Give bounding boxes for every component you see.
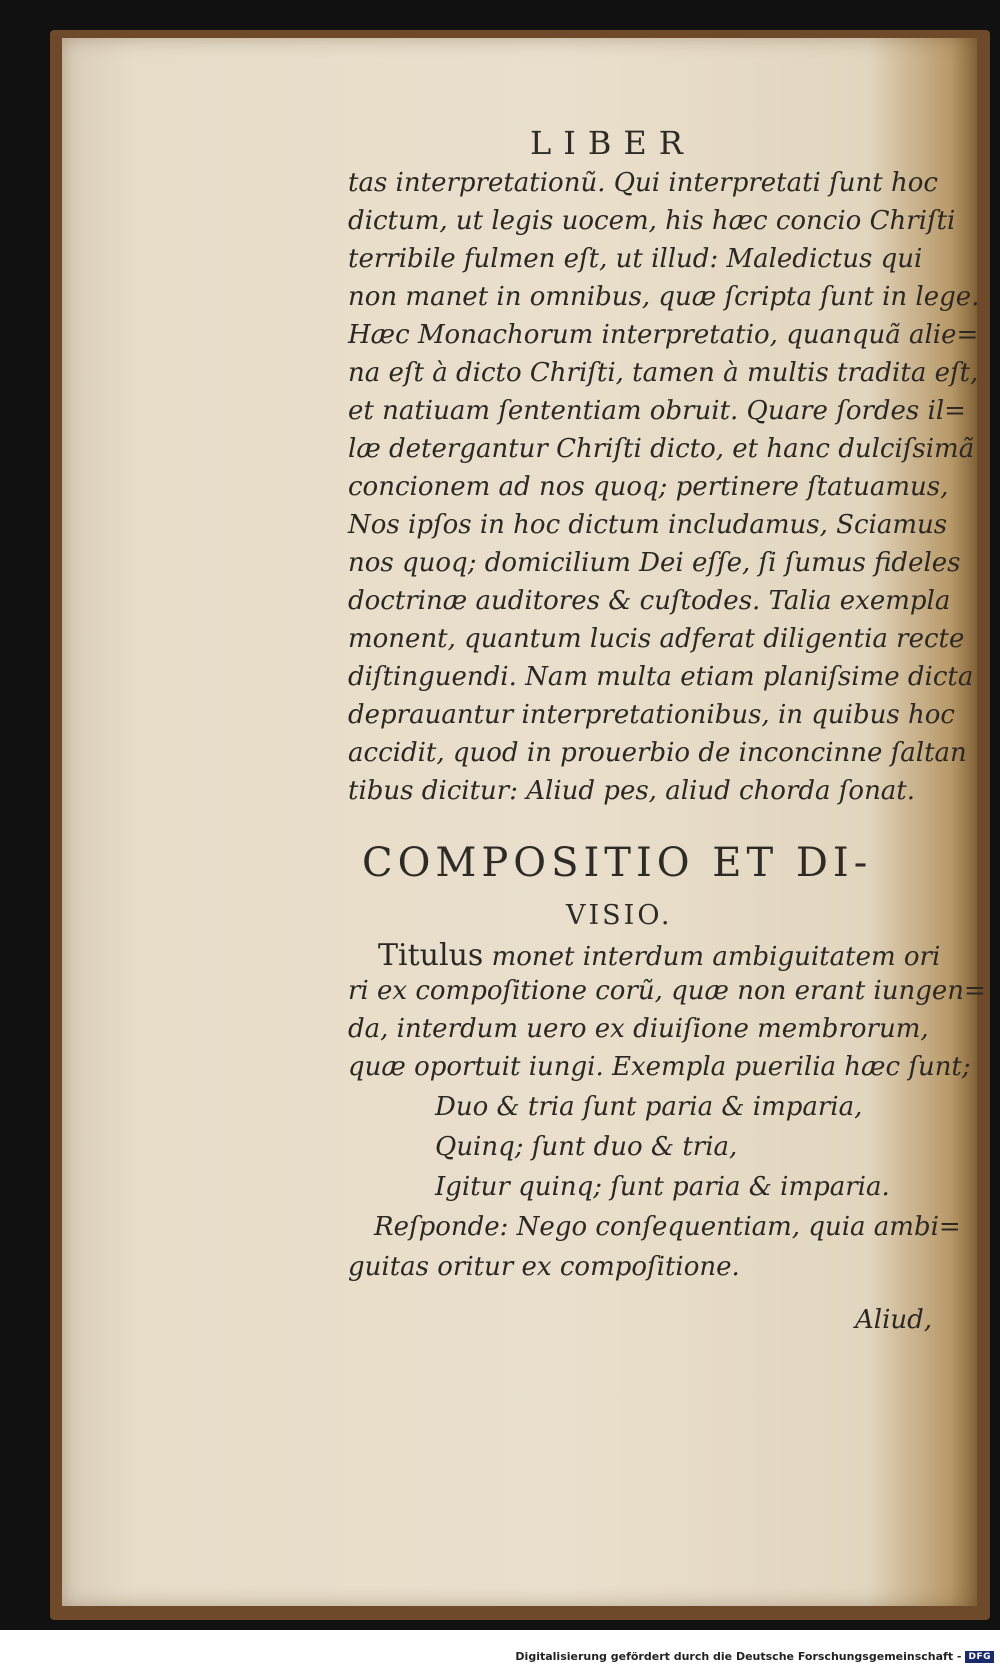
section-heading: COMPOSITIO ET DI- xyxy=(362,840,873,886)
body-line: nos quoq; domicilium Dei eſſe, ſi ſumus fideles xyxy=(348,548,961,578)
body-line: concionem ad nos quoq; pertinere ſtatuamus, xyxy=(348,472,949,502)
paragraph-line: quæ oportuit iungi. Exempla puerilia hæc ſunt; xyxy=(348,1052,971,1082)
body-line: dictum, ut legis uocem, his hæc concio Chriſti xyxy=(348,206,956,236)
digitization-credit xyxy=(515,1650,994,1663)
body-line: accidit, quod in prouerbio de inconcinne ſaltan xyxy=(348,738,967,768)
paragraph-first-line-rest: monet interdum ambiguitatem ori xyxy=(491,942,941,972)
body-line: deprauantur interpretationibus, in quibus hoc xyxy=(348,700,955,730)
body-line: diſtinguendi. Nam multa etiam planiſsime dicta xyxy=(348,662,974,692)
paragraph-line: ri ex compoſitione corũ, quæ non erant iungen= xyxy=(348,976,986,1006)
verse-line: Igitur quinq; ſunt paria & imparia. xyxy=(435,1172,890,1202)
body-line: Hæc Monachorum interpretatio, quanquã alie= xyxy=(348,320,979,350)
verse-line: Quinq; ſunt duo & tria, xyxy=(435,1132,738,1162)
paragraph-first-line xyxy=(378,938,940,973)
response-line: Reſponde: Nego conſequentiam, quia ambi= xyxy=(374,1212,961,1242)
body-line: doctrinæ auditores & cuſtodes. Talia exempla xyxy=(348,586,951,616)
section-heading-continued: VISIO. xyxy=(566,900,673,931)
response-line: guitas oritur ex compoſitione. xyxy=(348,1252,740,1282)
paragraph-first-word: Titulus xyxy=(378,938,484,973)
body-line: Nos ipſos in hoc dictum includamus, Sciamus xyxy=(348,510,948,540)
body-line: terribile fulmen eſt, ut illud: Maledictus qui xyxy=(348,244,923,274)
credit-text: Digitalisierung gefördert durch die Deutsche Forschungsgemeinschaft - xyxy=(515,1650,962,1663)
body-line: læ detergantur Chriſti dicto, et hanc dulciſsimã xyxy=(348,434,975,464)
verse-line: Duo & tria ſunt paria & imparia, xyxy=(435,1092,863,1122)
running-header: LIBER xyxy=(530,124,695,162)
body-line: non manet in omnibus, quæ ſcripta ſunt in lege. xyxy=(348,282,980,312)
body-line: monent, quantum lucis adferat diligentia recte xyxy=(348,624,965,654)
paragraph-line: da, interdum uero ex diuiſione membrorum, xyxy=(348,1014,929,1044)
body-line: tas interpretationũ. Qui interpretati ſunt hoc xyxy=(348,168,938,198)
body-line: et natiuam ſententiam obruit. Quare ſordes il= xyxy=(348,396,966,426)
catchword: Aliud, xyxy=(855,1305,933,1335)
dfg-logo: DFG xyxy=(965,1651,994,1663)
body-line: tibus dicitur: Aliud pes, aliud chorda ſonat. xyxy=(348,776,916,806)
body-line: na eſt à dicto Chriſti, tamen à multis tradita eſt, xyxy=(348,358,979,388)
